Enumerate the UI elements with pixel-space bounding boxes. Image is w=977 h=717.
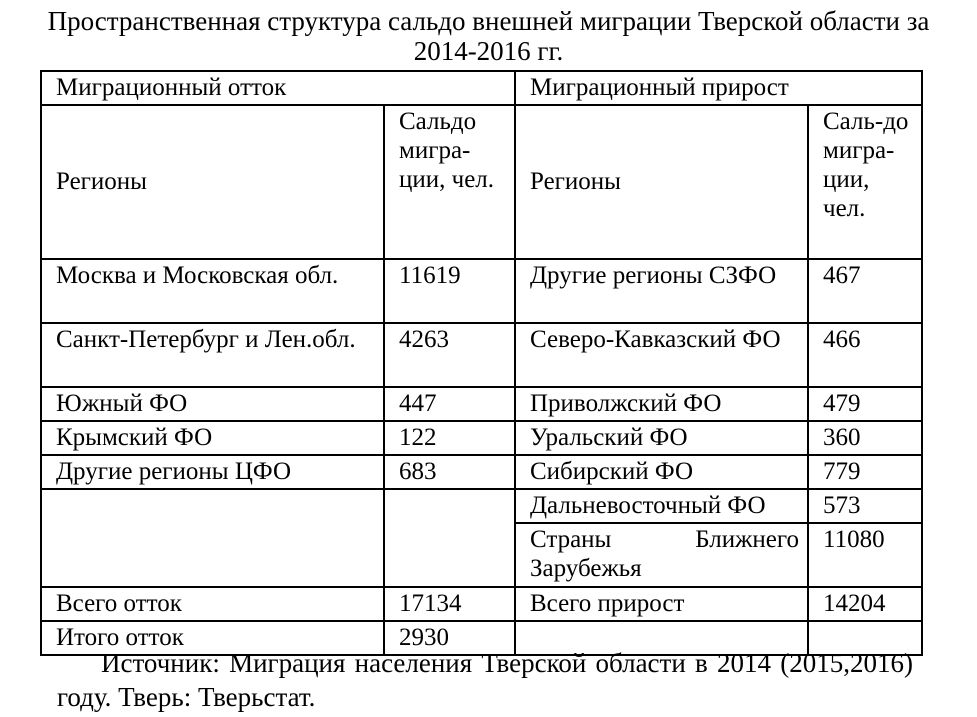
table-row <box>41 421 922 455</box>
net-outflow-label: Итого отток <box>41 621 384 655</box>
inflow-region: Сибирский ФО <box>515 455 808 489</box>
source-note: Источник: Миграция населения Тверской области в 2014 (2015,2016) году. Тверь: Тверьстат. <box>57 648 913 712</box>
inflow-region: Приволжский ФО <box>515 387 808 421</box>
outflow-region: Москва и Московская обл. <box>41 259 384 323</box>
empty-cell <box>384 489 515 587</box>
inflow-value: 573 <box>808 489 922 523</box>
table-row <box>41 259 922 323</box>
inflow-value: 466 <box>808 323 922 387</box>
inflow-region: Дальневосточный ФО <box>515 489 808 523</box>
inflow-region: Уральский ФО <box>515 421 808 455</box>
inflow-region: Северо-Кавказский ФО <box>515 323 808 387</box>
table-row <box>41 71 922 105</box>
total-inflow-label: Всего прирост <box>515 587 808 621</box>
outflow-value: 4263 <box>384 323 515 387</box>
empty-cell <box>41 489 384 587</box>
outflow-value: 11619 <box>384 259 515 323</box>
outflow-value-header: Сальдо мигра-ции, чел. <box>384 105 515 259</box>
outflow-region: Крымский ФО <box>41 421 384 455</box>
table-row <box>41 105 922 259</box>
outflow-value: 683 <box>384 455 515 489</box>
outflow-value: 447 <box>384 387 515 421</box>
inflow-region-header: Регионы <box>515 105 808 259</box>
outflow-region: Другие регионы ЦФО <box>41 455 384 489</box>
table-row <box>41 489 922 523</box>
inflow-value: 360 <box>808 421 922 455</box>
table-row <box>41 587 922 621</box>
inflow-region: Страны Ближнего Зарубежья <box>515 523 808 587</box>
migration-table <box>40 70 923 656</box>
inflow-value: 467 <box>808 259 922 323</box>
inflow-value: 11080 <box>808 523 922 587</box>
inflow-value-header: Саль-до мигра-ции, чел. <box>808 105 922 259</box>
total-outflow-label: Всего отток <box>41 587 384 621</box>
inflow-value: 479 <box>808 387 922 421</box>
inflow-header: Миграционный прирост <box>515 71 922 105</box>
table-row <box>41 387 922 421</box>
outflow-value: 122 <box>384 421 515 455</box>
table-row <box>41 455 922 489</box>
table-row <box>41 323 922 387</box>
total-inflow-value: 14204 <box>808 587 922 621</box>
page-title: Пространственная структура сальдо внешней миграции Тверской области за 2014-2016 гг. <box>47 6 930 66</box>
outflow-region-header: Регионы <box>41 105 384 259</box>
total-outflow-value: 17134 <box>384 587 515 621</box>
net-outflow-value: 2930 <box>384 621 515 655</box>
outflow-region: Южный ФО <box>41 387 384 421</box>
outflow-header: Миграционный отток <box>41 71 515 105</box>
inflow-region: Другие регионы СЗФО <box>515 259 808 323</box>
inflow-value: 779 <box>808 455 922 489</box>
outflow-region: Санкт-Петербург и Лен.обл. <box>41 323 384 387</box>
